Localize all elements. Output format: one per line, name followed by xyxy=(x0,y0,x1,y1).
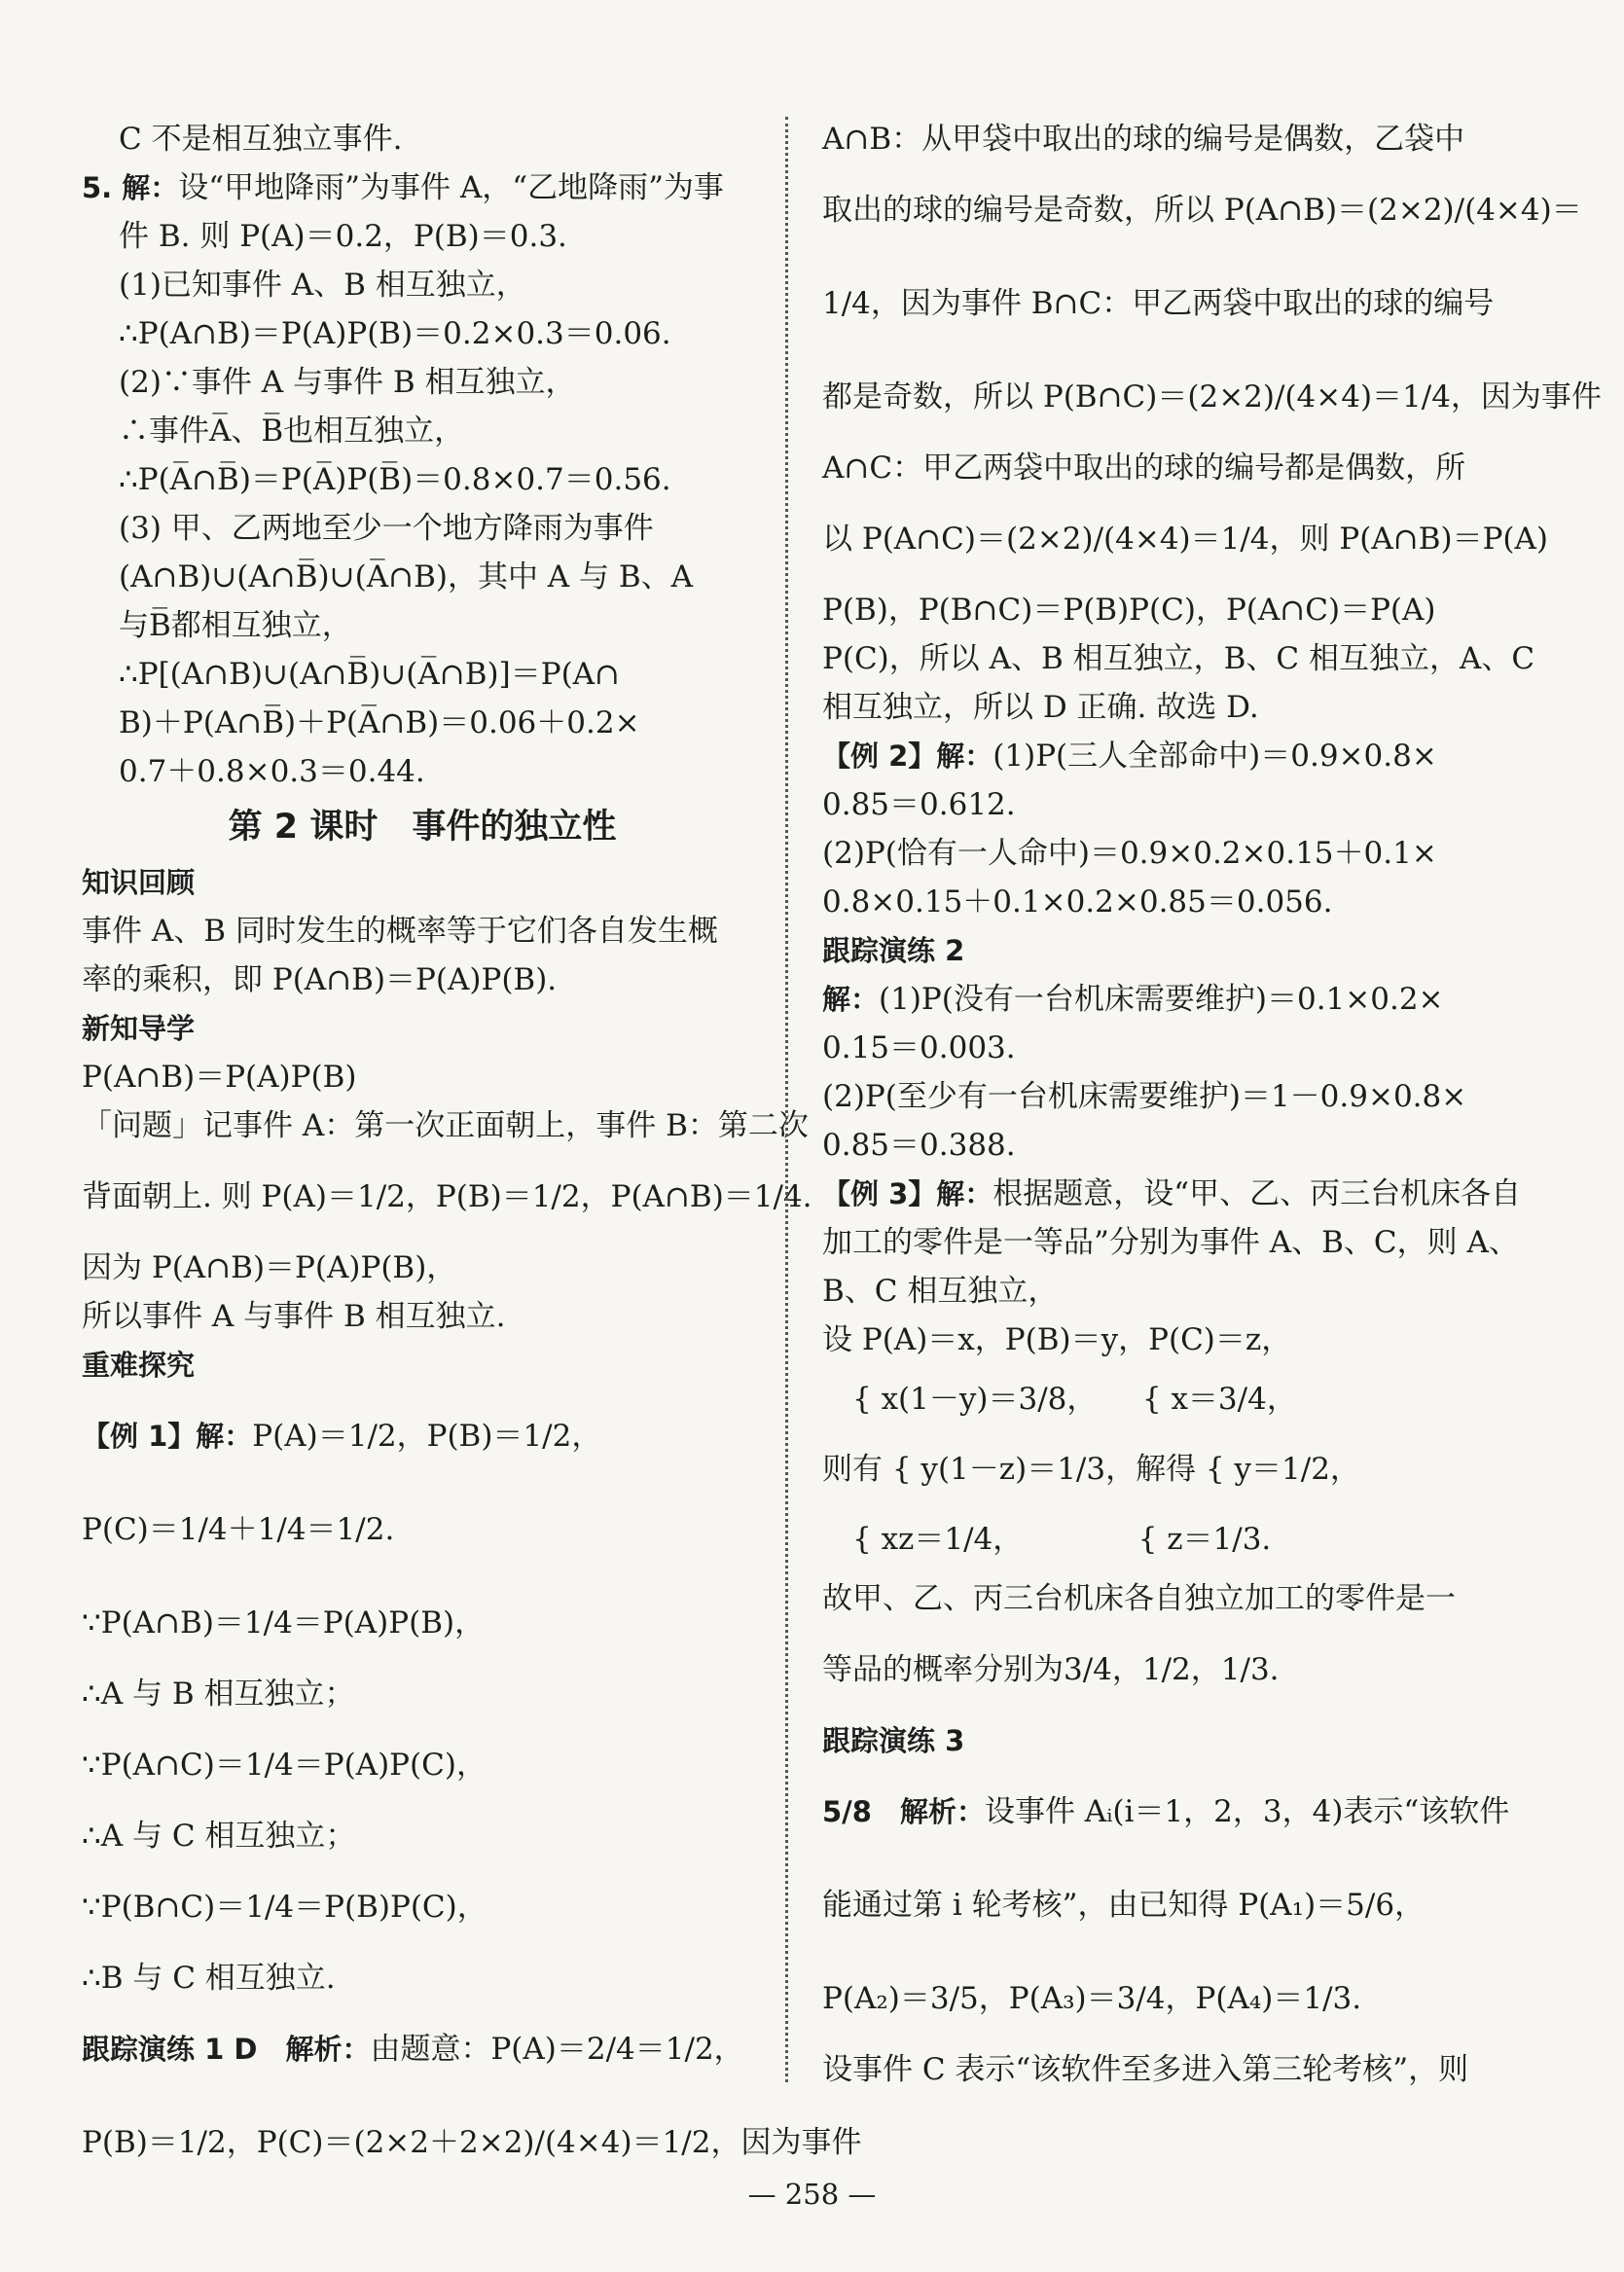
line-text: P(B)，P(B∩C)＝P(B)P(C)，P(A∩C)＝P(A) xyxy=(822,593,1436,628)
text-line xyxy=(82,650,763,699)
line-text: 因为 P(A∩B)＝P(A)P(B)， xyxy=(82,1250,457,1285)
line-text: 由题意：P(A)＝2/4＝1/2， xyxy=(370,2032,744,2067)
line-text: 率的乘积，即 P(A∩B)＝P(A)P(B). xyxy=(82,962,558,997)
text-line xyxy=(822,829,1515,878)
line-text: ∵P(A∩B)＝1/4＝P(A)P(B)， xyxy=(82,1605,486,1641)
text-line xyxy=(822,1316,1515,1364)
text-line xyxy=(822,1716,1515,1765)
page-number: — 258 — xyxy=(747,2178,877,2211)
text-line xyxy=(82,1812,763,1860)
line-text: (1)P(三人全部命中)＝0.9×0.8× xyxy=(992,739,1437,774)
text-line xyxy=(822,1218,1519,1267)
text-line xyxy=(82,553,763,601)
text-line xyxy=(82,1004,763,1053)
line-text: ∵P(A∩C)＝1/4＝P(A)P(C)， xyxy=(82,1748,487,1783)
text-line xyxy=(82,1718,763,1812)
text-line xyxy=(82,358,763,407)
line-text: { xz＝1/4， { z＝1/3. xyxy=(822,1522,1272,1557)
text-line xyxy=(82,1860,763,1954)
text-line xyxy=(822,350,1602,444)
line-label: 跟踪演练 3 xyxy=(822,1724,965,1757)
line-text: ∴A 与 B 相互独立； xyxy=(82,1677,355,1712)
right-column xyxy=(822,115,1602,2094)
line-text: B)＋P(A∩B̅)＋P(A̅∩B)＝0.06＋0.2× xyxy=(119,705,640,740)
line-text: (3) 甲、乙两地至少一个地方降雨为事件 xyxy=(119,511,654,546)
line-text: 设事件 C 表示“该软件至多进入第三轮考核”，则 xyxy=(822,2052,1469,2087)
line-text: B、C 相互独立， xyxy=(822,1274,1059,1309)
line-text: 0.85＝0.388. xyxy=(822,1128,1016,1163)
text-line xyxy=(822,444,1515,492)
text-line xyxy=(822,1072,1515,1121)
text-line xyxy=(82,163,763,212)
text-line xyxy=(82,2002,763,2096)
line-text: P(A∩B)＝P(A)P(B) xyxy=(82,1060,357,1095)
text-line xyxy=(82,261,763,309)
line-text: (1)P(没有一台机床需要维护)＝0.1×0.2× xyxy=(879,982,1444,1017)
text-line xyxy=(822,1434,1515,1504)
line-text: ∴A 与 C 相互独立； xyxy=(82,1819,356,1854)
line-text: 与B̅都相互独立， xyxy=(119,608,352,643)
line-text: ∴P[(A∩B)∪(A∩B̅)∪(A̅∩B)]＝P(A∩ xyxy=(119,657,621,692)
line-text: ∴事件A̅、B̅也相互独立， xyxy=(119,414,465,449)
line-text: 设 P(A)＝x，P(B)＝y，P(C)＝z， xyxy=(822,1322,1292,1357)
text-line xyxy=(82,601,763,650)
line-label: 【例 3】解： xyxy=(822,1177,993,1210)
line-text: 取出的球的编号是奇数，所以 P(A∩B)＝(2×2)/(4×4)＝ xyxy=(822,193,1582,228)
text-line xyxy=(822,1574,1515,1623)
text-line xyxy=(822,926,1515,975)
text-line xyxy=(82,1053,763,1101)
text-line xyxy=(82,1670,763,1718)
line-text: 「问题」记事件 A：第一次正面朝上，事件 B：第二次 xyxy=(82,1108,809,1143)
line-text: C 不是相互独立事件. xyxy=(119,122,403,157)
line-label: 知识回顾 xyxy=(82,866,196,899)
line-text: A∩C：甲乙两袋中取出的球的编号都是偶数，所 xyxy=(822,451,1466,486)
text-line xyxy=(82,1389,763,1483)
line-text: ∴P(A∩B)＝P(A)P(B)＝0.2×0.3＝0.06. xyxy=(119,316,671,351)
text-line xyxy=(82,455,763,504)
left-column xyxy=(82,115,862,2189)
text-line xyxy=(82,1244,763,1292)
text-line xyxy=(822,1952,1515,2045)
line-text: 能通过第 i 轮考核”，由已知得 P(A₁)＝5/6， xyxy=(822,1888,1426,1923)
line-text: (2)P(恰有一人命中)＝0.9×0.2×0.15＋0.1× xyxy=(822,836,1437,871)
line-text: A∩B：从甲袋中取出的球的编号是偶数，乙袋中 xyxy=(822,122,1465,157)
text-line xyxy=(822,257,1515,350)
line-label: 跟踪演练 1 D 解析： xyxy=(82,2033,371,2066)
text-line xyxy=(822,878,1515,926)
text-line xyxy=(82,407,763,455)
line-label: 跟踪演练 2 xyxy=(822,934,965,967)
line-label: 新知导学 xyxy=(82,1012,196,1045)
text-line xyxy=(82,504,763,553)
line-text: (2)P(至少有一台机床需要维护)＝1－0.9×0.8× xyxy=(822,1079,1467,1114)
text-line xyxy=(82,858,763,907)
line-text: P(A₂)＝3/5，P(A₃)＝3/4，P(A₄)＝1/3. xyxy=(822,1981,1362,2016)
text-line xyxy=(82,115,763,163)
line-text: 件 B. 则 P(A)＝0.2，P(B)＝0.3. xyxy=(119,219,567,254)
text-line xyxy=(822,1121,1515,1170)
text-line xyxy=(822,1623,1515,1716)
line-label: 【例 1】解： xyxy=(82,1420,253,1453)
line-text: 相互独立，所以 D 正确. 故选 D. xyxy=(822,690,1259,725)
line-label: 【例 2】解： xyxy=(822,739,993,773)
line-text: P(A)＝1/2，P(B)＝1/2， xyxy=(252,1419,602,1454)
text-line xyxy=(82,1483,763,1576)
line-text: 0.8×0.15＋0.1×0.2×0.85＝0.056. xyxy=(822,884,1333,920)
column-divider xyxy=(785,117,788,2082)
text-line xyxy=(82,212,763,261)
line-text: 都是奇数，所以 P(B∩C)＝(2×2)/(4×4)＝1/4，因为事件 xyxy=(822,379,1602,415)
text-line xyxy=(822,115,1515,163)
line-text: (1)已知事件 A、B 相互独立， xyxy=(119,268,526,303)
line-text: 事件 A、B 同时发生的概率等于它们各自发生概 xyxy=(82,914,718,949)
line-text: (2)∵事件 A 与事件 B 相互独立， xyxy=(119,365,576,400)
text-line xyxy=(822,634,1535,683)
line-text: 0.15＝0.003. xyxy=(822,1030,1016,1065)
line-label: 5. 解： xyxy=(82,171,179,204)
text-line xyxy=(822,1504,1515,1574)
text-line xyxy=(82,1341,763,1389)
line-text: 等品的概率分别为3/4，1/2，1/3. xyxy=(822,1652,1280,1687)
text-line xyxy=(822,1858,1515,1952)
text-line xyxy=(822,2045,1515,2094)
text-line xyxy=(82,1101,809,1150)
text-line xyxy=(822,732,1515,780)
text-line xyxy=(82,907,763,956)
text-line xyxy=(822,1364,1515,1434)
section-title: 第 2 课时 事件的独立性 xyxy=(228,808,617,847)
line-text: 以 P(A∩C)＝(2×2)/(4×4)＝1/4，则 P(A∩B)＝P(A) xyxy=(822,522,1549,557)
text-line xyxy=(82,747,763,796)
line-text: 根据题意，设“甲、乙、丙三台机床各自 xyxy=(992,1176,1522,1211)
text-line xyxy=(822,492,1549,586)
line-text: P(C)＝1/4＋1/4＝1/2. xyxy=(82,1512,395,1547)
text-line xyxy=(822,975,1515,1024)
text-line xyxy=(82,1150,812,1244)
line-label: 重难探究 xyxy=(82,1349,196,1382)
line-label: 5/8 解析： xyxy=(822,1795,985,1828)
text-line xyxy=(822,586,1515,634)
line-text: ∴B 与 C 相互独立. xyxy=(82,1961,336,1996)
line-text: 0.7＋0.8×0.3＝0.44. xyxy=(119,754,425,789)
text-line xyxy=(822,780,1515,829)
line-text: P(B)＝1/2，P(C)＝(2×2＋2×2)/(4×4)＝1/2，因为事件 xyxy=(82,2125,862,2160)
line-text: 0.85＝0.612. xyxy=(822,787,1016,822)
text-line xyxy=(82,699,763,747)
line-label: 解： xyxy=(822,983,880,1016)
text-line xyxy=(822,1765,1515,1858)
line-text: 故甲、乙、丙三台机床各自独立加工的零件是一 xyxy=(822,1581,1456,1616)
text-line xyxy=(82,2096,862,2189)
text-line xyxy=(82,1576,763,1670)
text-line xyxy=(82,1954,763,2002)
line-text: 则有 { y(1－z)＝1/3，解得 { y＝1/2， xyxy=(822,1452,1360,1487)
line-text: 1/4，因为事件 B∩C：甲乙两袋中取出的球的编号 xyxy=(822,286,1495,321)
text-line xyxy=(822,163,1582,257)
text-line xyxy=(822,1267,1515,1316)
text-line xyxy=(822,683,1515,732)
line-text: { x(1－y)＝3/8， { x＝3/4， xyxy=(822,1382,1297,1417)
line-text: P(C)，所以 A、B 相互独立，B、C 相互独立，A、C xyxy=(822,641,1535,676)
text-line xyxy=(822,1170,1522,1218)
text-line xyxy=(82,309,763,358)
line-text: 所以事件 A 与事件 B 相互独立. xyxy=(82,1299,506,1334)
line-text: 设事件 Aᵢ(i＝1，2，3，4)表示“该软件 xyxy=(984,1794,1510,1829)
line-text: 加工的零件是一等品”分别为事件 A、B、C，则 A、 xyxy=(822,1225,1519,1260)
line-text: ∴P(A̅∩B̅)＝P(A̅)P(B̅)＝0.8×0.7＝0.56. xyxy=(119,462,671,497)
text-line xyxy=(822,1024,1515,1072)
line-text: 设“甲地降雨”为事件 A，“乙地降雨”为事 xyxy=(178,170,724,205)
line-text: ∵P(B∩C)＝1/4＝P(B)P(C)， xyxy=(82,1890,487,1925)
text-line xyxy=(82,1292,763,1341)
line-text: (A∩B)∪(A∩B̅)∪(A̅∩B)，其中 A 与 B、A xyxy=(119,559,694,595)
line-text: 背面朝上. 则 P(A)＝1/2，P(B)＝1/2，P(A∩B)＝1/4. xyxy=(82,1179,812,1214)
text-line xyxy=(82,956,763,1004)
